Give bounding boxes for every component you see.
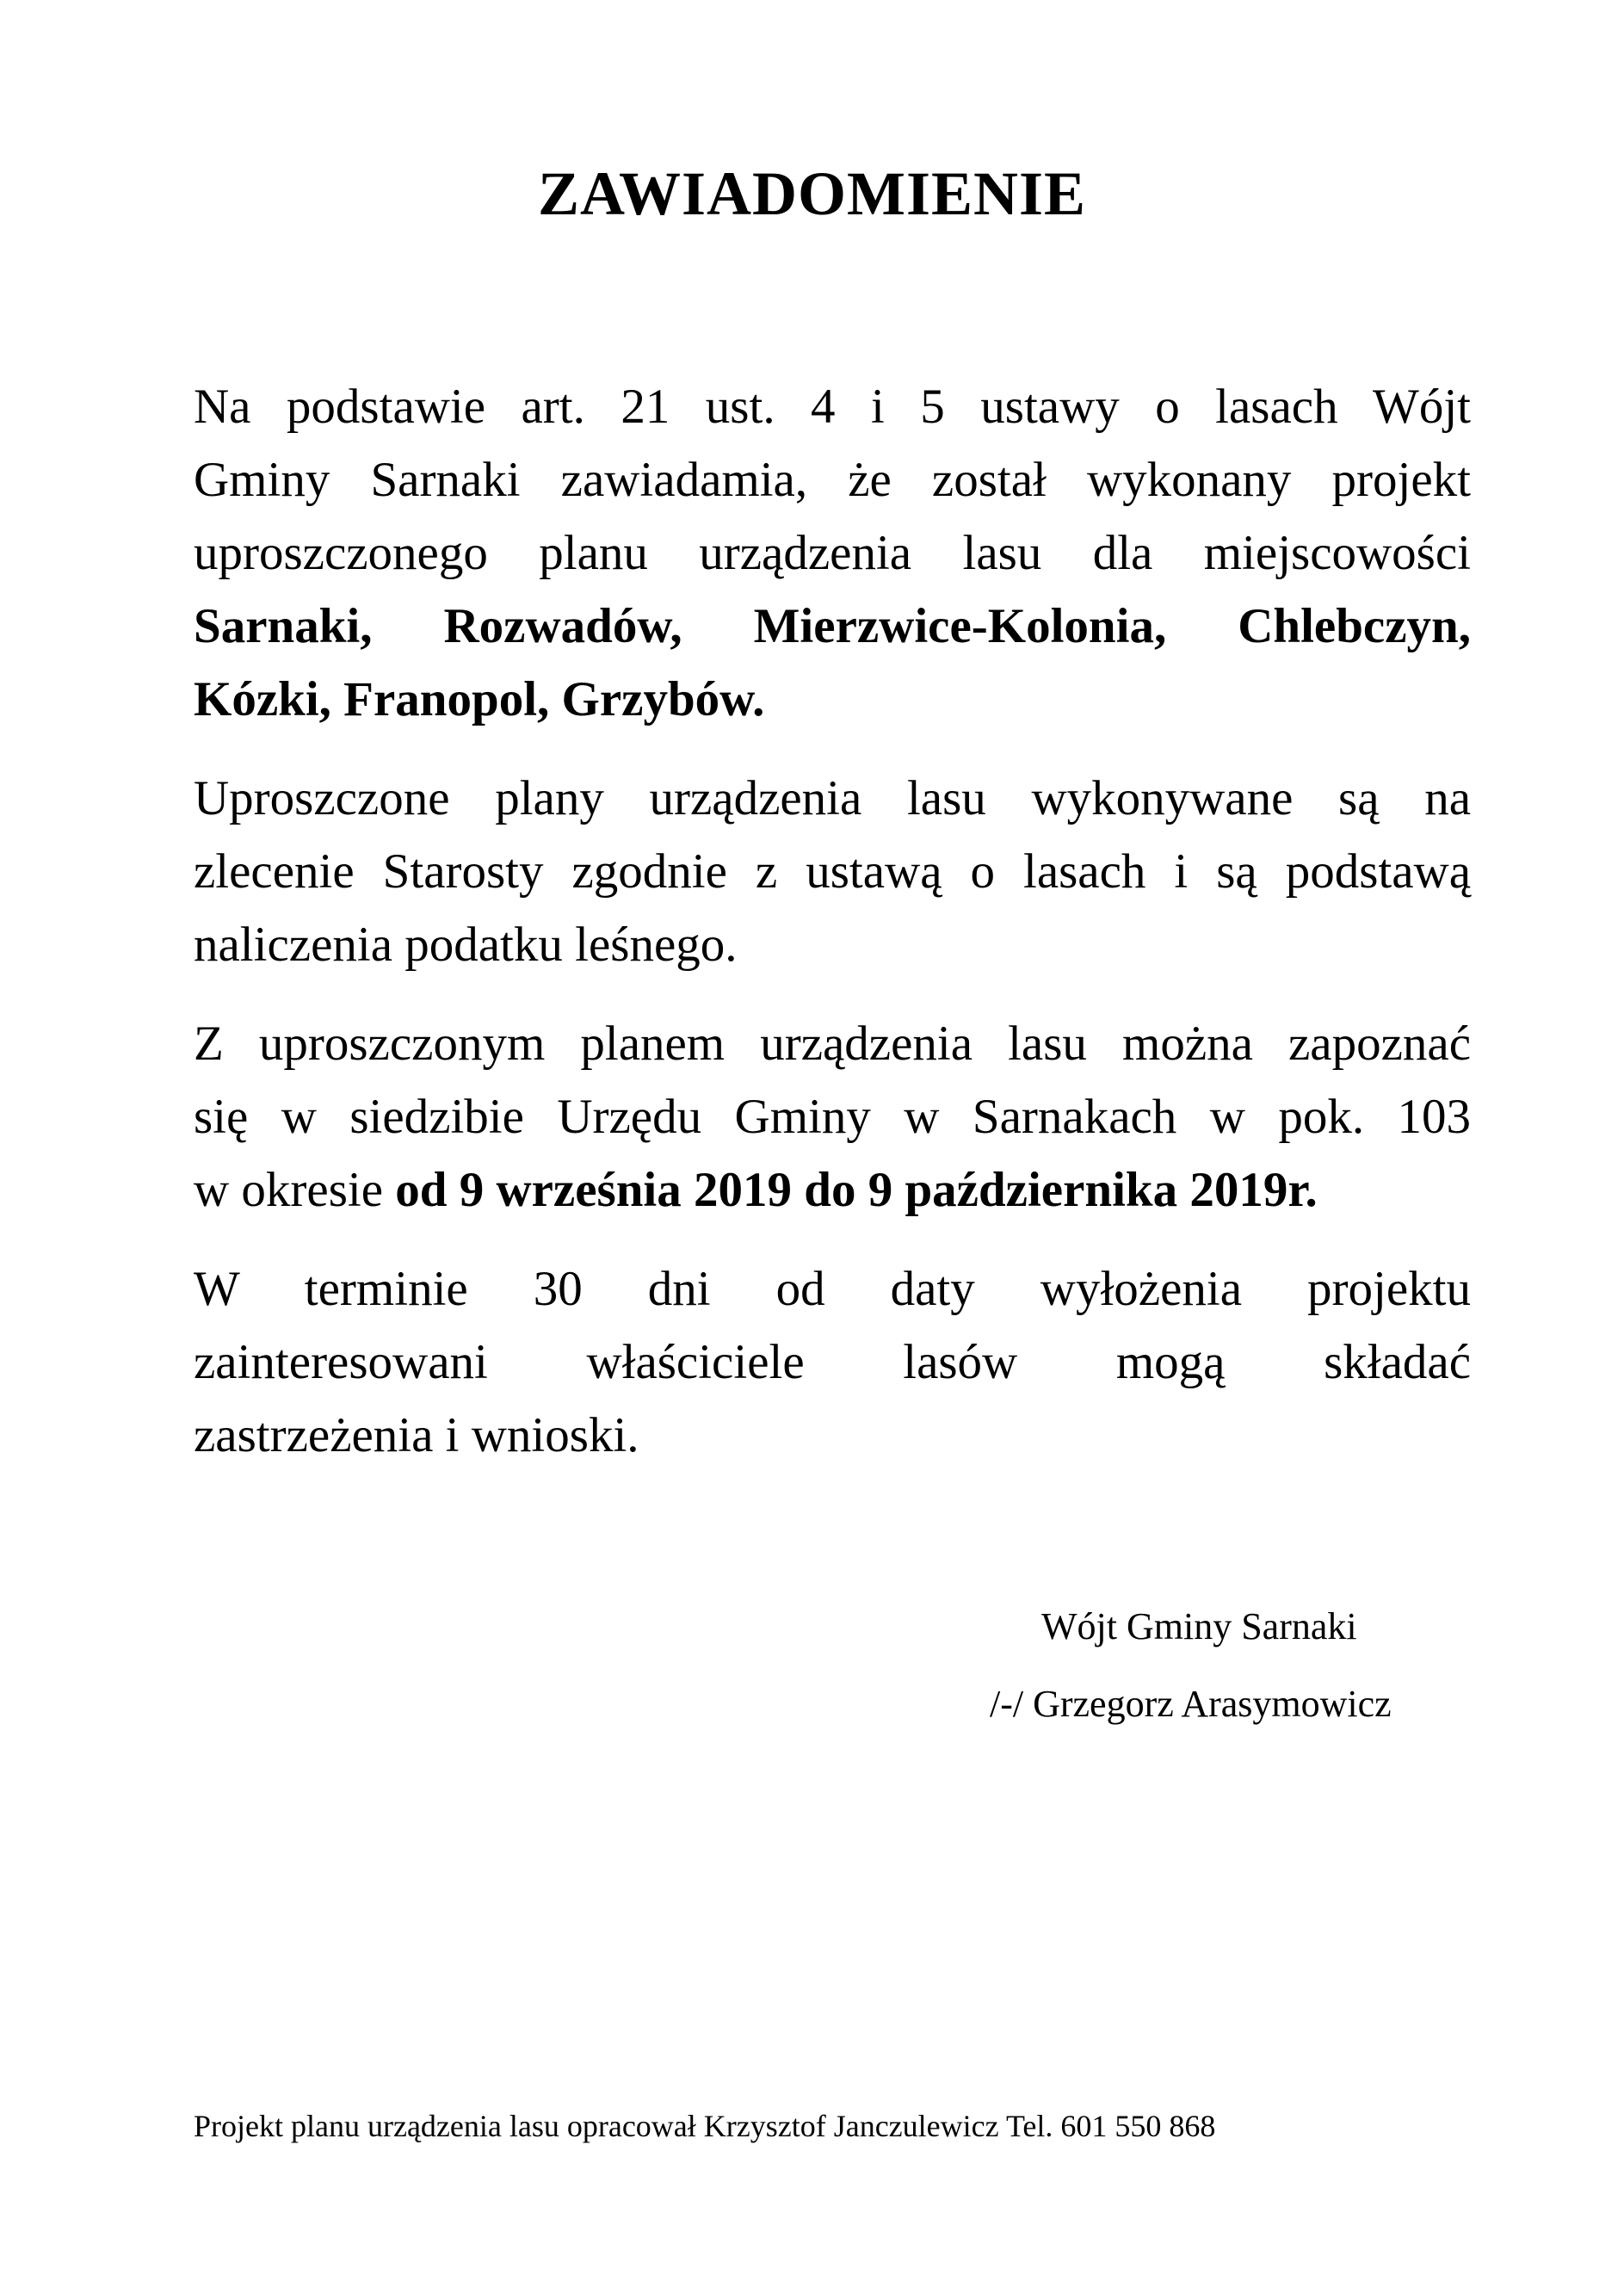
paragraph-line: W terminie 30 dni od daty wyłożenia projektu xyxy=(194,1262,1471,1316)
footer-note: Projekt planu urządzenia lasu opracował Krzysztof Janczulewicz Tel. 601 550 868 xyxy=(194,2109,1216,2143)
paragraph-line: Z uproszczonym planem urządzenia lasu można zapoznać xyxy=(194,1017,1471,1071)
paragraph-viewing-info xyxy=(194,1007,1471,1227)
paragraph-line: uproszczonego planu urządzenia lasu dla miejscowości xyxy=(194,526,1471,580)
localities-line: Kózki, Franopol, Grzybów. xyxy=(194,672,765,726)
paragraph-line: zastrzeżenia i wnioski. xyxy=(194,1408,639,1462)
document-title: ZAWIADOMIENIE xyxy=(537,159,1087,228)
paragraph-announcement xyxy=(194,370,1471,736)
signature-office: Wójt Gminy Sarnaki xyxy=(1041,1605,1357,1647)
paragraph-line: się w siedzibie Urzędu Gminy w Sarnakach w pok. 103 xyxy=(194,1090,1471,1144)
paragraph-line: Gminy Sarnaki zawiadamia, że został wykonany projekt xyxy=(194,453,1471,507)
viewing-period-prefix: w okresie xyxy=(194,1163,396,1217)
localities-line: Sarnaki, Rozwadów, Mierzwice-Kolonia, Chlebczyn, xyxy=(194,599,1471,653)
paragraph-objections-info xyxy=(194,1252,1471,1472)
paragraph-plans-info xyxy=(194,762,1471,981)
paragraph-line: zlecenie Starosty zgodnie z ustawą o lasach i są podstawą xyxy=(194,844,1471,899)
paragraph-line: Uproszczone plany urządzenia lasu wykonywane są na xyxy=(194,771,1471,825)
viewing-period-line xyxy=(194,1153,1471,1227)
paragraph-line: Na podstawie art. 21 ust. 4 i 5 ustawy o lasach Wójt xyxy=(194,380,1471,434)
paragraph-line: zainteresowani właściciele lasów mogą składać xyxy=(194,1335,1471,1389)
signature-name: /-/ Grzegorz Arasymowicz xyxy=(990,1683,1392,1725)
viewing-period-dates: od 9 września 2019 do 9 października 2019r. xyxy=(395,1163,1318,1217)
paragraph-line: naliczenia podatku leśnego. xyxy=(194,918,738,972)
